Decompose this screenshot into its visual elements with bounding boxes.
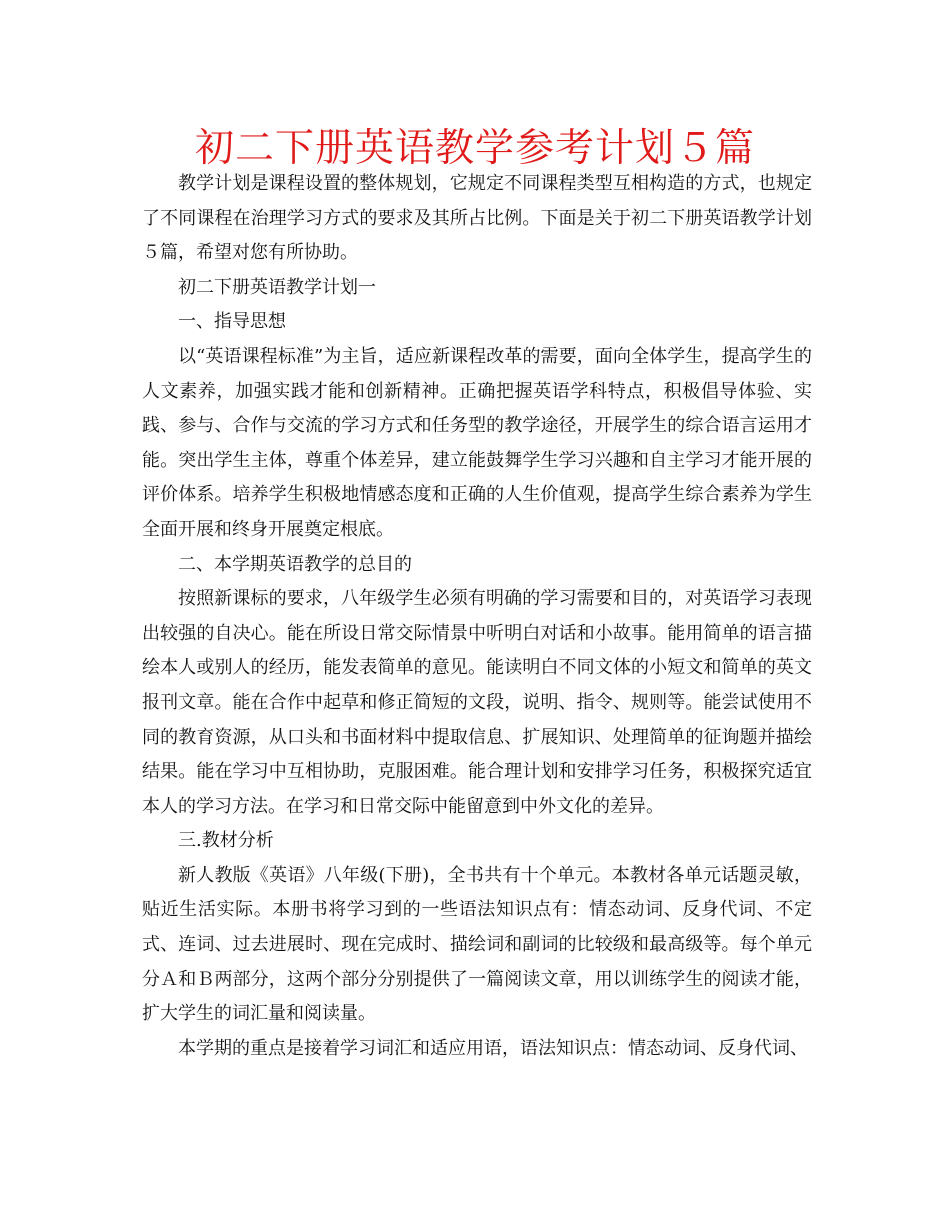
section-heading-guiding-thought: 一、指导思想 [178,311,286,333]
plan-one-heading: 初二下册英语教学计划一 [178,276,376,298]
textbook-analysis-paragraph: 新人教版《英语》八年级(下册)，全书共有十个单元。本教材各单元话题灵敏，贴近生活实际。本册书将学习到的一些语法知识点有：情态动词、反身代词、不定式、连词、过去进展时、现在完成时、描绘词和副词的比较级和最高级等。每个单元分Ａ和Ｂ两部分，这两个部分分别提供了一篇阅读文章，用以训练学生的阅读才能，扩大学生的词汇量和阅读量。 [142,864,812,1025]
section-heading-textbook-analysis: 三.教材分析 [178,830,274,852]
key-points-paragraph: 本学期的重点是接着学习词汇和适应用语，语法知识点：情态动词、反身代词、 [178,1037,808,1059]
intro-paragraph: 教学计划是课程设置的整体规划，它规定不同课程类型互相构造的方式，也规定了不同课程在治理学习方式的要求及其所占比例。下面是关于初二下册英语教学计划５篇，希望对您有所协助。 [142,173,812,264]
section-heading-goals: 二、本学期英语教学的总目的 [178,553,412,575]
guiding-thought-paragraph: 以“英语课程标准”为主旨，适应新课程改革的需要，面向全体学生，提高学生的人文素养，加强实践才能和创新精神。正确把握英语学科特点，积极倡导体验、实践、参与、合作与交流的学习方式和任务型的教学途径，开展学生的综合语言运用才能。突出学生主体，尊重个体差异，建立能鼓舞学生学习兴趣和自主学习才能开展的评价体系。培养学生积极地情感态度和正确的人生价值观，提高学生综合素养为学生全面开展和终身开展奠定根底。 [142,345,812,540]
document-title: 初二下册英语教学参考计划５篇 [194,126,755,171]
document-body [142,167,812,1066]
goals-paragraph: 按照新课标的要求，八年级学生必须有明确的学习需要和目的，对英语学习表现出较强的自决心。能在所设日常交际情景中听明白对话和小故事。能用简单的语言描绘本人或别人的经历，能发表简单的意见。能读明白不同文体的小短文和简单的英文报刊文章。能在合作中起草和修正简短的文段，说明、指令、规则等。能尝试使用不同的教育资源，从口头和书面材料中提取信息、扩展知识、处理简单的征询题并描绘结果。能在学习中互相协助，克服困难。能合理计划和安排学习任务，积极探究适宜本人的学习方法。在学习和日常交际中能留意到中外文化的差异。 [142,588,812,817]
